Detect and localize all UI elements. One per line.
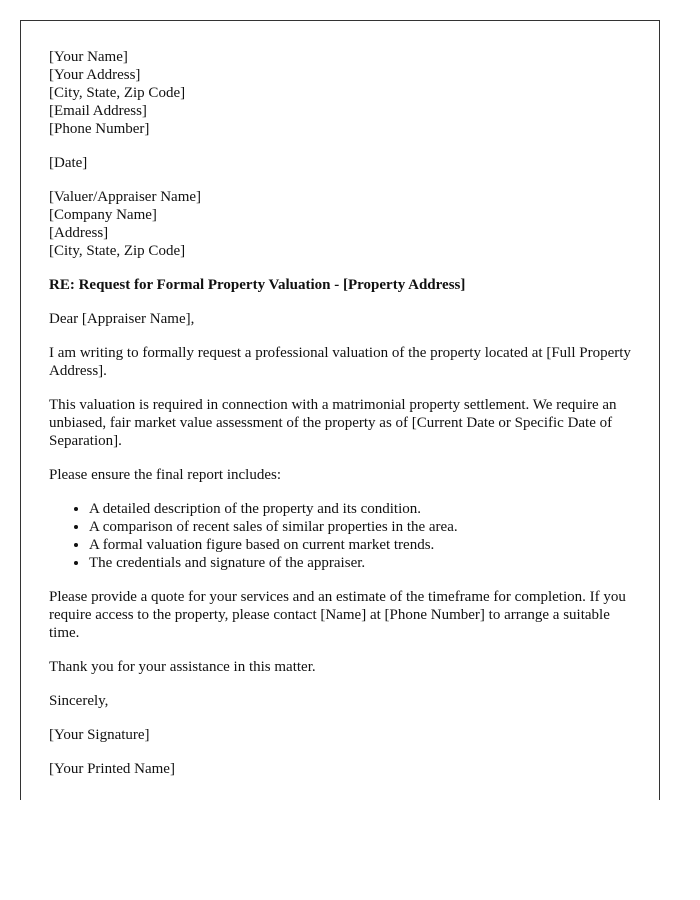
sender-phone: [Phone Number] bbox=[49, 121, 150, 137]
subject-line: RE: Request for Formal Property Valuation - [Property Address] bbox=[49, 277, 466, 293]
body-paragraph: I am writing to formally request a professional valuation of the property located at [Full Property Address]. bbox=[49, 345, 631, 379]
list-item: • The credentials and signature of the appraiser. bbox=[89, 554, 631, 572]
list-item: • A formal valuation figure based on current market trends. bbox=[89, 536, 631, 554]
body-paragraph: Please provide a quote for your services and an estimate of the timeframe for completion. If you require access to the property, please contact [Name] at [Phone Number] to arrange a suitable time. bbox=[49, 589, 626, 641]
printed-name: [Your Printed Name] bbox=[49, 761, 175, 777]
list-item: • A comparison of recent sales of similar properties in the area. bbox=[89, 518, 631, 536]
list-item: • A detailed description of the property and its condition. bbox=[89, 500, 631, 518]
signature: [Your Signature] bbox=[49, 727, 150, 743]
sender-address: [Your Address] bbox=[49, 67, 141, 83]
signoff: Sincerely, bbox=[49, 693, 109, 709]
body-paragraph: Thank you for your assistance in this matter. bbox=[49, 659, 316, 675]
letter-page bbox=[20, 20, 660, 800]
letter-date: [Date] bbox=[49, 155, 88, 171]
body-paragraph: Please ensure the final report includes: bbox=[49, 467, 282, 483]
recipient-company: [Company Name] bbox=[49, 207, 157, 223]
sender-email: [Email Address] bbox=[49, 103, 147, 119]
sender-block bbox=[49, 48, 631, 138]
recipient-block bbox=[49, 188, 631, 260]
report-requirements-list bbox=[49, 500, 631, 572]
sender-name: [Your Name] bbox=[49, 49, 128, 65]
recipient-city: [City, State, Zip Code] bbox=[49, 243, 186, 259]
recipient-address: [Address] bbox=[49, 225, 109, 241]
recipient-name: [Valuer/Appraiser Name] bbox=[49, 189, 202, 205]
sender-city: [City, State, Zip Code] bbox=[49, 85, 186, 101]
salutation: Dear [Appraiser Name], bbox=[49, 311, 195, 327]
body-paragraph: This valuation is required in connection with a matrimonial property settlement. We require an unbiased, fair market value assessment of the property as of [Current Date or Specific Date of Separation]. bbox=[49, 397, 617, 449]
